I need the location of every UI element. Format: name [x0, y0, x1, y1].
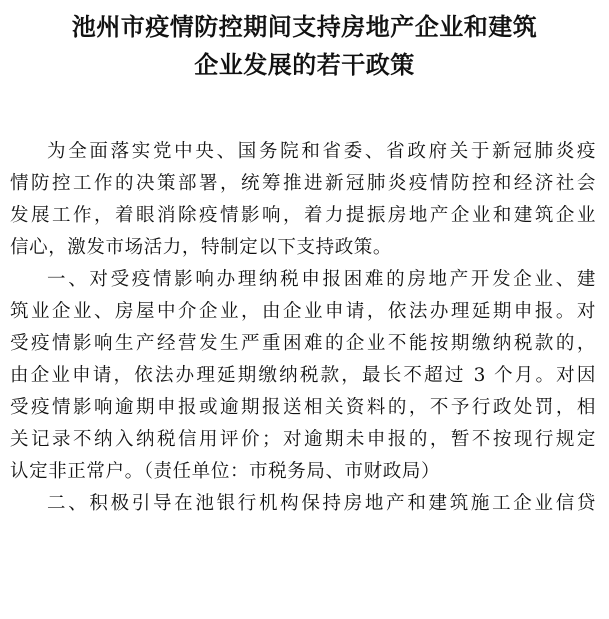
text-line: 情防控工作的决策部署，统筹推进新冠肺炎疫情防控和经济社会 [10, 173, 596, 194]
text-line: 筑业企业、房屋中介企业，由企业申请，依法办理延期申报。对 [10, 301, 596, 322]
document-body [10, 136, 596, 520]
text-line: 认定非正常户。（责任单位：市税务局、市财政局） [10, 461, 441, 482]
text-line: 二、积极引导在池银行机构保持房地产和建筑施工企业信贷 [47, 493, 596, 514]
paragraph-policy-2 [10, 488, 596, 520]
text-line: 由企业申请，依法办理延期缴纳税款，最长不超过 3 个月。对因 [10, 365, 596, 386]
text-line: 信心，激发市场活力，特制定以下支持政策。 [10, 237, 393, 258]
text-line: 受疫情影响生产经营发生严重困难的企业不能按期缴纳税款的， [10, 333, 596, 354]
title-line-1: 池州市疫情防控期间支持房地产企业和建筑 [71, 13, 538, 41]
text-line: 为全面落实党中央、国务院和省委、省政府关于新冠肺炎疫 [47, 141, 596, 162]
text-line: 关记录不纳入纳税信用评价；对逾期未申报的，暂不按现行规定 [10, 429, 596, 450]
document-title [0, 0, 609, 84]
text-line: 受疫情影响逾期申报或逾期报送相关资料的，不予行政处罚，相 [10, 397, 596, 418]
title-line-2: 企业发展的若干政策 [194, 51, 415, 79]
paragraph-intro [10, 136, 596, 264]
text-line: 一、对受疫情影响办理纳税申报困难的房地产开发企业、建 [47, 269, 596, 290]
paragraph-policy-1 [10, 264, 596, 488]
text-line: 发展工作，着眼消除疫情影响，着力提振房地产企业和建筑企业 [10, 205, 596, 226]
